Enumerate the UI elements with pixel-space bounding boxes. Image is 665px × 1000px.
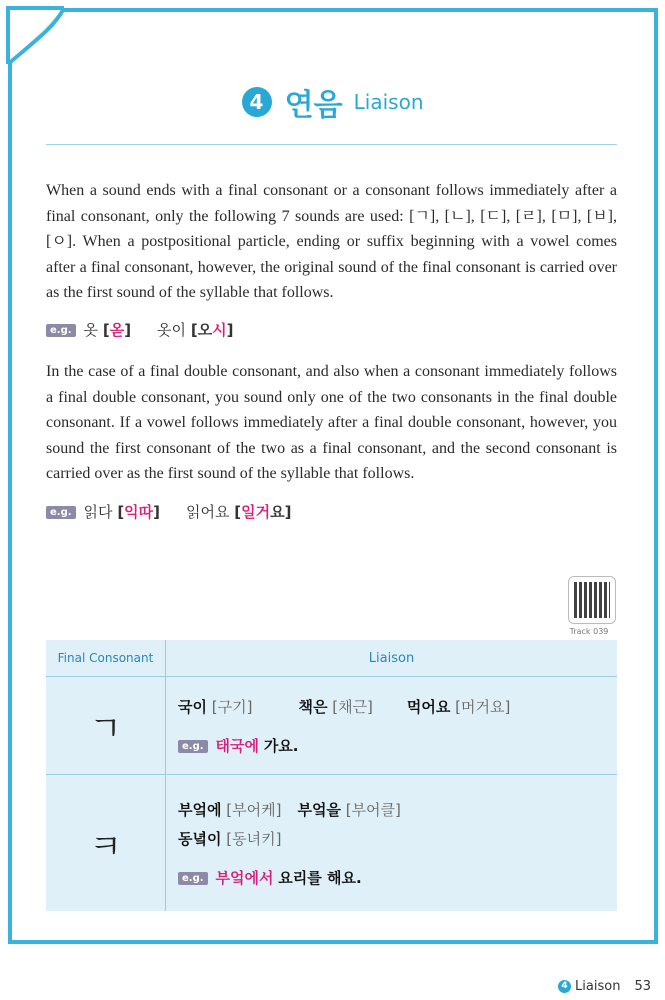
- liaison-table: [46, 640, 617, 911]
- consonant-cell: ㄱ: [46, 677, 166, 775]
- example-rest: 요리를 해요.: [278, 868, 362, 887]
- example-rest: 가요.: [263, 736, 299, 755]
- word: 동녘이: [178, 829, 222, 848]
- qr-code-icon[interactable]: [568, 576, 616, 624]
- example-word: 옷: [83, 321, 99, 339]
- pronunciation: [머거요]: [455, 697, 511, 716]
- paragraph-2: In the case of a final double consonant, and also when a consonant immediately follows a final double consonant, you sound only one of the two consonants in the final double consonant. If a vowel follows immediately after a final double consonant, however, you sound the first consonant of the two as a final consonant, and the second consonant is carried over as the first sound of the syllable that follows.: [46, 363, 617, 483]
- eg-badge: e.g.: [46, 506, 76, 519]
- page-number: 53: [634, 979, 651, 994]
- bracket: [: [234, 503, 242, 521]
- word: 부엌을: [297, 800, 341, 819]
- header-final-consonant: Final Consonant: [46, 640, 166, 677]
- folded-corner-icon: [4, 4, 68, 68]
- bracket: [: [190, 321, 198, 339]
- bracket: [: [102, 321, 110, 339]
- title-english: Liaison: [353, 90, 424, 114]
- example-pronunciation: 요: [270, 503, 285, 521]
- title-korean: 연음: [284, 88, 343, 123]
- pronunciation: [채근]: [332, 697, 373, 716]
- example-1: [46, 319, 234, 340]
- section-title: [0, 80, 665, 124]
- footer-section-number: 4: [558, 980, 571, 993]
- bracket: ]: [226, 321, 234, 339]
- example-pronunciation-highlight: 시: [212, 321, 227, 339]
- table-row: [46, 677, 617, 775]
- pronunciation: [부어케]: [226, 800, 282, 819]
- pronunciation: [동녀키]: [226, 829, 282, 848]
- bracket: ]: [153, 503, 161, 521]
- word: 먹어요: [406, 697, 451, 716]
- word: 책은: [298, 697, 328, 716]
- paragraph-1: When a sound ends with a final consonant or a consonant follows immediately after a final consonant, only the following 7 sounds are used: [ㄱ], [ㄴ], [ㄷ], [ㄹ], [ㅁ], [ㅂ], [ㅇ]. When a postpositional particle, ending or suffix beginning with a vowel comes after a final consonant, however, the original sound of the final consonant is carried over as the first sound of the syllable that follows.: [46, 182, 617, 302]
- consonant-cell: ㅋ: [46, 775, 166, 912]
- example-word: 읽어요: [186, 503, 230, 521]
- word: 국이: [178, 697, 207, 716]
- example-word: 읽다: [83, 503, 113, 521]
- eg-badge: e.g.: [178, 872, 208, 885]
- bracket: ]: [284, 503, 292, 521]
- example-pronunciation: 익따: [124, 503, 154, 521]
- bracket: [: [117, 503, 125, 521]
- example-pronunciation: 오: [197, 321, 213, 339]
- example-highlight: 태국에: [215, 736, 260, 755]
- example-highlight: 부엌에서: [215, 868, 274, 887]
- page-footer: [558, 979, 651, 994]
- eg-badge: e.g.: [46, 324, 76, 337]
- word: 부엌에: [178, 800, 222, 819]
- example-pronunciation: 옫: [109, 321, 125, 339]
- example-word: 옷이: [157, 321, 187, 339]
- pronunciation: [구기]: [211, 697, 253, 716]
- header-liaison: Liaison: [166, 640, 618, 677]
- example-2: [46, 501, 291, 522]
- eg-badge: e.g.: [178, 740, 208, 753]
- track-label: Track 039: [569, 627, 609, 636]
- table-row: [46, 775, 617, 912]
- title-divider: [46, 144, 617, 145]
- bracket: ]: [124, 321, 132, 339]
- footer-section: Liaison: [575, 979, 621, 994]
- example-pronunciation-highlight: 일거: [241, 503, 271, 521]
- section-number-badge: 4: [242, 87, 272, 117]
- pronunciation: [부어클]: [345, 800, 401, 819]
